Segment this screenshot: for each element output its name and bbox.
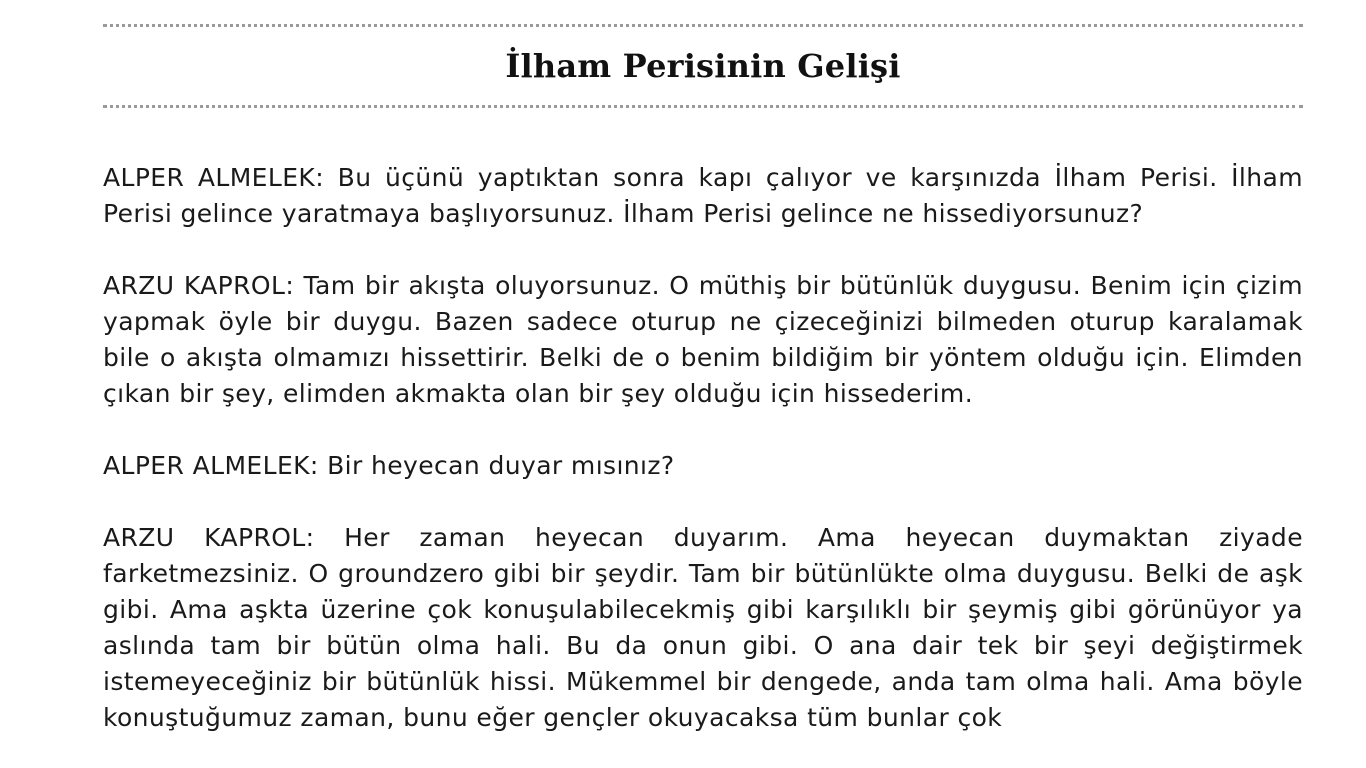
page-title: İlham Perisinin Gelişi [505, 47, 901, 85]
paragraph-arzu-answer-2: ARZU KAPROL: Her zaman heyecan duyarım. Ama heyecan duymaktan ziyade farketmezsiniz. O groundzero gibi bir şeydir. Tam bir bütünlükte olma duygusu. Belki de aşk gibi. Ama aşkta üzerine çok konuşulabilecekmiş gibi karşılıklı bir şeymiş gibi görünüyor ya aslında tam bir bütün olma hali. Bu da onun gibi. O ana dair tek bir şeyi değiştirmek istemeyeceğiniz bir bütünlük hissi. Mükemmel bir dengede, anda tam olma hali. Ama böyle konuştuğumuz zaman, bunu eğer gençler okuyacaksa tüm bunlar çok [103, 523, 1303, 732]
paragraph-arzu-answer-1: ARZU KAPROL: Tam bir akışta oluyorsunuz. O müthiş bir bütünlük duygusu. Benim için çizim yapmak öyle bir duygu. Bazen sadece oturup ne çizeceğinizi bilmeden oturup karalamak bile o akışta olmamızı hissettirir. Belki de o benim bildiğim bir yöntem olduğu için. Elimden çıkan bir şey, elimden akmakta olan bir şey olduğu için hissederim. [103, 271, 1303, 408]
paragraph-alper-question-2: ALPER ALMELEK: Bir heyecan duyar mısınız? [103, 451, 675, 480]
document-content [103, 24, 1303, 768]
document-body [103, 160, 1303, 736]
title-top-divider [103, 24, 1303, 27]
paragraph-alper-question-1: ALPER ALMELEK: Bu üçünü yaptıktan sonra kapı çalıyor ve karşınızda İlham Perisi. İlham Perisi gelince yaratmaya başlıyorsunuz. İlham Perisi gelince ne hissediyorsunuz? [103, 163, 1303, 228]
title-bottom-divider [103, 105, 1303, 108]
